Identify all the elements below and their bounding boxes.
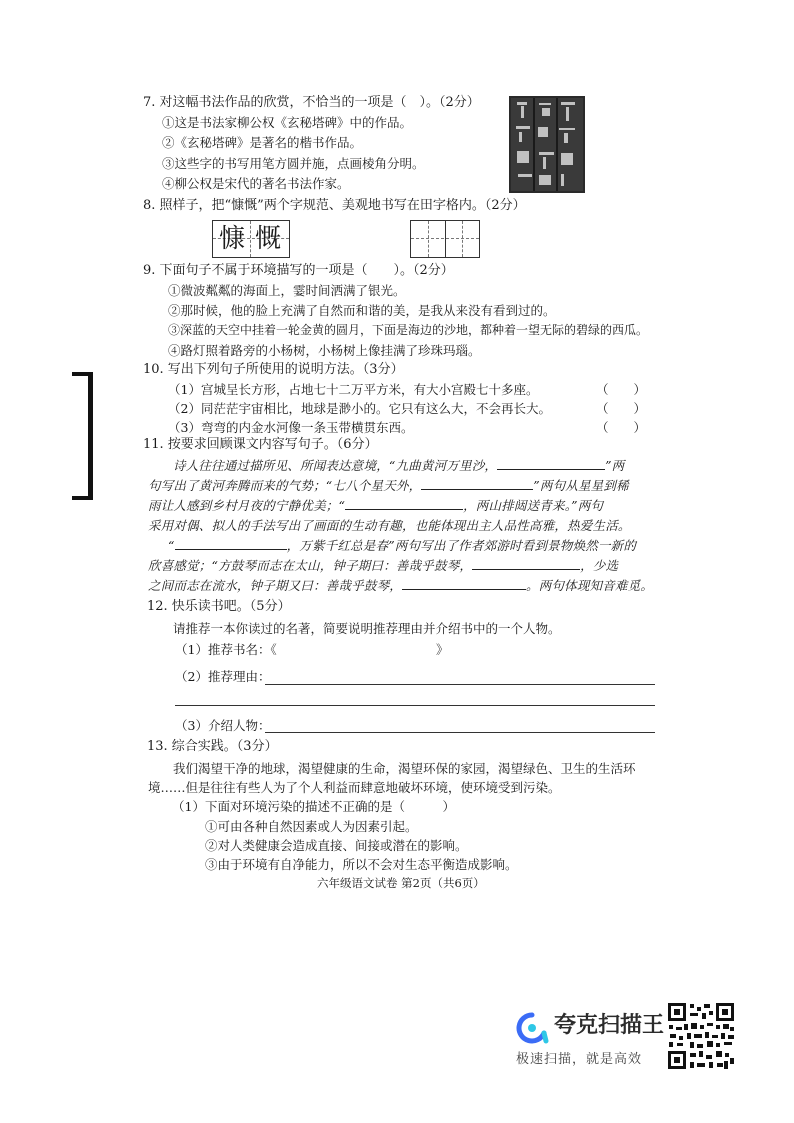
page-footer: 六年级语文试卷 第2页（共6页） bbox=[317, 876, 485, 890]
q11-line-6 bbox=[148, 557, 618, 574]
q13-option-1: ①可由各种自然因素或人为因素引起。 bbox=[205, 819, 418, 834]
q11-stem: 11. 按要求回顾课文内容写句子。（6分） bbox=[143, 437, 378, 452]
q11-line-3 bbox=[148, 497, 603, 514]
q10-answer-paren-2[interactable]: （ ） bbox=[596, 401, 647, 416]
q11-line-7 bbox=[148, 577, 653, 594]
q11-blank-4[interactable] bbox=[175, 537, 287, 550]
q10-stem: 10. 写出下列句子所使用的说明方法。（3分） bbox=[143, 362, 404, 377]
q11-line-7-text-a: 之间而志在流水，钟子期又曰：善哉乎鼓琴， bbox=[148, 578, 403, 593]
q11-line-2-text-b: ”两句从星星到稀 bbox=[533, 478, 629, 493]
q11-line-5-text-b: ，万紫千红总是春”两句写出了作者郊游时看到景物焕然一新的 bbox=[286, 538, 637, 553]
binding-bracket bbox=[72, 372, 93, 500]
q9-option-1: ①微波粼粼的海面上，霎时间洒满了银光。 bbox=[168, 283, 406, 298]
q12-book-close: 》 bbox=[436, 642, 449, 657]
q9-option-3: ③深蓝的天空中挂着一轮金黄的圆月，下面是海边的沙地，都种着一望无际的碧绿的西瓜。 bbox=[168, 323, 649, 337]
q12-reason-line-1[interactable] bbox=[265, 684, 655, 685]
q10-answer-paren-3[interactable]: （ ） bbox=[596, 420, 647, 435]
q9-option-4: ④路灯照着路旁的小杨树，小杨树上像挂满了珍珠玛瑙。 bbox=[168, 343, 481, 358]
q13-passage-1: 我们渴望干净的地球，渴望健康的生命，渴望环保的家园，渴望绿色、卫生的生活环 bbox=[173, 761, 636, 776]
q11-blank-2[interactable] bbox=[421, 477, 533, 490]
q8-sample-char-1: 慷 bbox=[219, 224, 246, 254]
watermark-brand: 夸克扫描王 bbox=[554, 1013, 665, 1038]
q11-line-2-text-a: 句写出了黄河奔腾而来的气势；“七八个星天外， bbox=[148, 478, 422, 493]
q12-person-label: （3）介绍人物： bbox=[175, 718, 271, 733]
q7-option-2: ②《玄秘塔碑》是著名的楷书作品。 bbox=[162, 135, 363, 150]
q12-book-label: （1）推荐书名：《 bbox=[175, 642, 277, 657]
q8-tian-grid[interactable] bbox=[410, 220, 480, 258]
q7-option-4: ④柳公权是宋代的著名书法作家。 bbox=[162, 176, 350, 191]
q9-stem: 9. 下面句子不属于环境描写的一项是（ ）。（2分） bbox=[143, 263, 454, 278]
q13-passage-2: 境……但是往往有些人为了个人利益而肆意地破坏环境，使环境受到污染。 bbox=[148, 780, 561, 795]
q11-blank-5[interactable] bbox=[472, 557, 580, 570]
q7-option-1: ①这是书法家柳公权《玄秘塔碑》中的作品。 bbox=[162, 115, 413, 130]
q13-sub1: （1）下面对环境污染的描述不正确的是（ ） bbox=[172, 799, 455, 814]
q7-stem: 7. 对这幅书法作品的欣赏，不恰当的一项是（ ）。（2分） bbox=[143, 95, 480, 110]
q11-line-1 bbox=[173, 457, 624, 474]
q11-line-2 bbox=[148, 477, 629, 494]
q11-blank-1[interactable] bbox=[497, 457, 605, 470]
q11-line-1-text-b: ”两 bbox=[605, 458, 625, 473]
q13-option-3: ③由于环境有自净能力，所以不会对生态平衡造成影响。 bbox=[205, 857, 518, 872]
q11-line-6-text-a: 欣喜感觉；“方鼓琴而志在太山，钟子期曰：善哉乎鼓琴， bbox=[148, 558, 473, 573]
q11-blank-3[interactable] bbox=[345, 497, 463, 510]
watermark-slogan: 极速扫描，就是高效 bbox=[516, 1052, 643, 1067]
q10-item-2: （2）同茫茫宇宙相比，地球是渺小的。它只有这么大，不会再长大。 bbox=[168, 401, 551, 416]
q10-item-3: （3）弯弯的内金水河像一条玉带横贯东西。 bbox=[168, 420, 414, 435]
q11-line-7-text-b: 。两句体现知音难觅。 bbox=[526, 578, 654, 593]
q7-option-3: ③这些字的书写用笔方圆并施，点画棱角分明。 bbox=[162, 156, 425, 171]
q11-line-3-text-a: 雨让人感到乡村月夜的宁静优美；“ bbox=[148, 498, 346, 513]
q8-sample-char-2: 慨 bbox=[255, 224, 282, 254]
q8-sample-box bbox=[212, 220, 290, 258]
q11-line-4: 采用对偶、拟人的手法写出了画面的生动有趣，也能体现出主人品性高雅，热爱生活。 bbox=[148, 518, 631, 533]
q10-answer-paren-1[interactable]: （ ） bbox=[596, 382, 647, 397]
q12-person-line[interactable] bbox=[265, 732, 655, 733]
quark-logo-icon bbox=[515, 1012, 549, 1044]
q9-option-2: ②那时候，他的脸上充满了自然而和谐的美，是我从来没有看到过的。 bbox=[168, 303, 556, 318]
q11-line-3-text-b: ，两山排闼送青来。”两句 bbox=[463, 498, 604, 513]
q12-reason-label: （2）推荐理由： bbox=[175, 669, 271, 684]
q11-line-5-text-a: “ bbox=[168, 538, 175, 553]
q12-stem: 12. 快乐读书吧。（5分） bbox=[147, 599, 291, 614]
q12-reason-line-2[interactable] bbox=[175, 705, 655, 706]
q11-line-6-text-b: ，少选 bbox=[580, 558, 619, 573]
q12-intro: 请推荐一本你读过的名著，简要说明推荐理由并介绍书中的一个人物。 bbox=[173, 621, 561, 636]
q13-option-2: ②对人类健康会造成直接、间接或潜在的影响。 bbox=[205, 838, 468, 853]
q10-item-1: （1）宫城呈长方形，占地七十二万平方米，有大小宫殿七十多座。 bbox=[168, 382, 539, 397]
q11-blank-6[interactable] bbox=[402, 577, 526, 590]
q13-stem: 13. 综合实践。（3分） bbox=[147, 739, 278, 754]
q8-stem: 8. 照样子，把“慷慨”两个字规范、美观地书写在田字格内。（2分） bbox=[143, 198, 526, 213]
q11-line-1-text-a: 诗人往往通过描所见、所闻表达意境，“九曲黄河万里沙， bbox=[173, 458, 498, 473]
q11-line-5 bbox=[168, 537, 636, 554]
qr-code-image bbox=[666, 1001, 736, 1071]
calligraphy-rubbing-image bbox=[509, 96, 585, 193]
